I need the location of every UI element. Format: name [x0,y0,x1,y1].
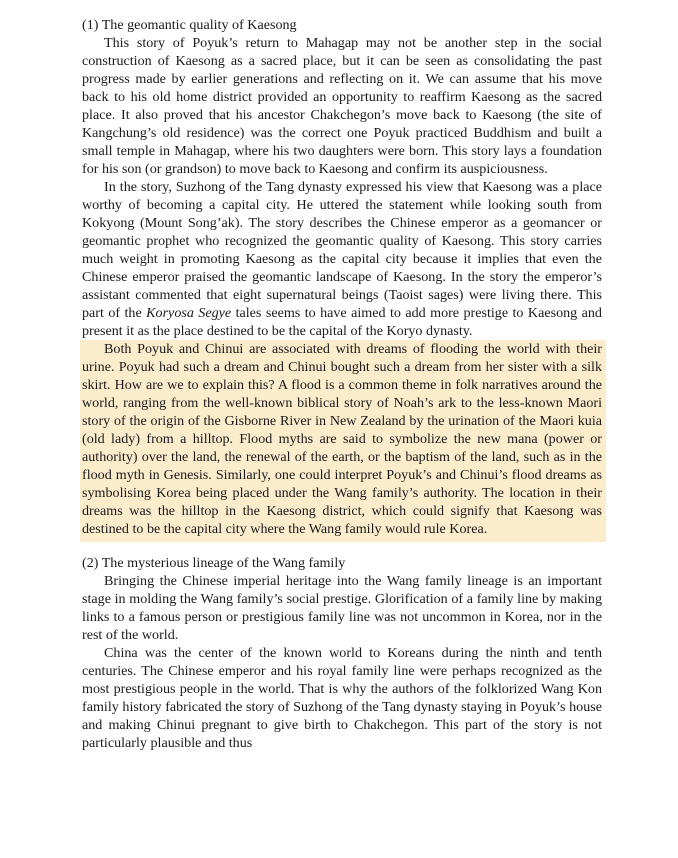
paragraph: Bringing the Chinese imperial heritage into the Wang family lineage is an important stage in molding the Wang family’s social prestige. Glorification of a family line by making links to a famous person or prestigious family line was not uncommon in Korea, nor in the rest of the world. [82,573,602,643]
paragraph: China was the center of the known world to Koreans during the ninth and tenth centuries. The Chinese emperor and his royal family line were perhaps recognized as the most prestigious people in the world. That is why the authors of the folklorized Wang Kon family history fabricated the story of Suzhong of the Tang dynasty staying in Poyuk’s house and making Chinui pregnant to give birth to Chakchegon. This part of the story is not particularly plausible and thus [82,645,602,751]
paragraph [82,178,602,340]
paragraph-text: In the story, Suzhong of the Tang dynasty expressed his view that Kaesong was a place worthy of becoming a capital city. He uttered the statement while looking south from Kokyong (Mount Song’ak). The story describes the Chinese emperor as a geomancer or geomantic prophet who recognized the geomantic quality of Kaesong. This story carries much weight in promoting Kaesong as the capital city because it implies that even the Chinese emperor praised the geomantic landscape of Kaesong. In the story the emperor’s assistant commented that eight supernatural beings (Taoist sages) were living there. This part of the [82,179,602,321]
section-geomantic-quality [82,16,602,542]
paragraph: This story of Poyuk’s return to Mahagap may not be another step in the social construction of Kaesong as a sacred place, but it can be seen as consolidating the past progress made by earlier generations and reflecting on it. We can assume that his move back to his old home district provided an opportunity to reaffirm Kaesong as the sacred place. It also proved that his ancestor Chakchegon’s move back to Kaesong (the site of Kangchung’s old residence) was the correct one Poyuk practiced Buddhism and built a small temple in Mahagap, where his two daughters were born. This story lays a foundation for his son (or grandson) to move back to Kaesong and confirm its auspiciousness. [82,35,602,177]
paragraph-text: tales seems to have aimed to add more prestige to Kaesong and present it as the place destined to be the capital of the Koryo dynasty. [82,305,602,339]
italic-title: Koryosa Segye [146,305,232,321]
highlighted-paragraph: Both Poyuk and Chinui are associated with dreams of flooding the world with their urine. Poyuk had such a dream and Chinui bought such a dream from her sister with a silk skirt. How are we to explain this? A flood is a common theme in folk narratives around the world, ranging from the well-known biblical story of Noah’s ark to the less-known Maori story of the origin of the Gisborne River in New Zealand by the urination of the Maori kuia (old lady) from a hilltop. Flood myths are said to symbolize the new mana (power or authority) over the land, the renewal of the earth, or the baptism of the land, such as in the flood myth in Genesis. Similarly, one could interpret Poyuk’s and Chinui’s flood dreams as symbolising Korea being placed under the Wang family’s authority. The location in their dreams was the hilltop in the Kaesong district, which could signify that Kaesong was destined to be the capital city where the Wang family would rule Korea. [80,340,606,542]
section-heading: (1) The geomantic quality of Kaesong [82,17,297,33]
document-page [82,16,602,752]
section-wang-lineage [82,554,602,752]
section-spacer [82,542,602,554]
section-heading: (2) The mysterious lineage of the Wang family [82,555,346,571]
